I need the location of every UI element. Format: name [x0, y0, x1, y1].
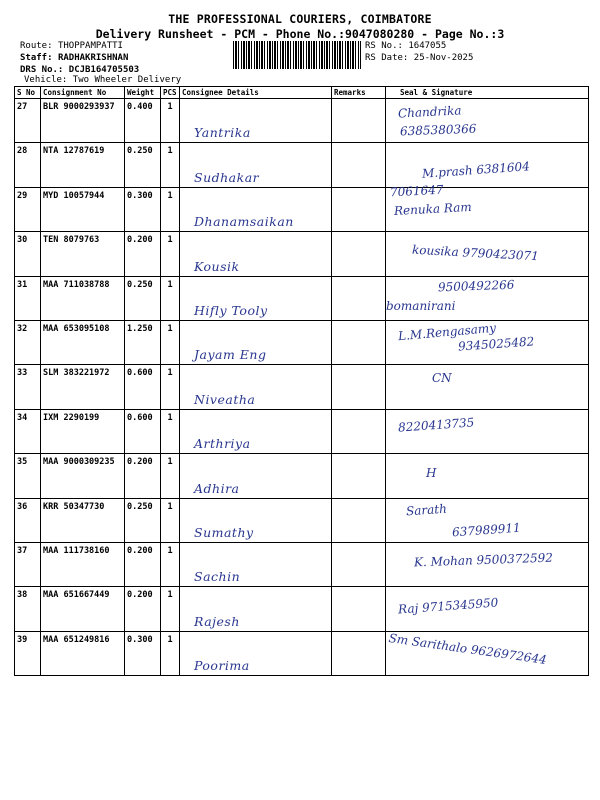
cell-consignment-no: MYD 10057944	[41, 187, 125, 231]
cell-signature	[386, 365, 589, 409]
rs-date-line	[365, 53, 473, 63]
table-row	[15, 232, 589, 276]
consignee-name: Arthriya	[194, 436, 251, 452]
cell-sno: 29	[15, 187, 41, 231]
cell-sno: 34	[15, 409, 41, 453]
consignee-name: Jayam Eng	[194, 347, 267, 363]
cell-pcs: 1	[161, 143, 180, 187]
cell-consignment-no: MAA 653095108	[41, 320, 125, 364]
staff-label: Staff:	[20, 53, 53, 63]
cell-consignee	[180, 232, 332, 276]
vehicle-label: Vehicle:	[24, 75, 68, 85]
table-row	[15, 365, 589, 409]
table-row	[15, 187, 589, 231]
drs-label: DRS No.:	[20, 65, 64, 75]
cell-remarks	[332, 631, 386, 675]
cell-signature	[386, 276, 589, 320]
consignee-name: Adhira	[194, 480, 240, 496]
cell-pcs: 1	[161, 587, 180, 631]
signature-text: kousika 9790423071	[411, 242, 540, 264]
table-row	[15, 143, 589, 187]
cell-sno: 35	[15, 454, 41, 498]
col-header-pcs: PCS	[161, 87, 180, 99]
cell-signature	[386, 542, 589, 586]
table-row	[15, 631, 589, 675]
cell-consignee	[180, 587, 332, 631]
signature-text: bomanirani	[386, 298, 456, 313]
cell-remarks	[332, 320, 386, 364]
cell-consignment-no: TEN 8079763	[41, 232, 125, 276]
cell-pcs: 1	[161, 542, 180, 586]
cell-weight: 0.600	[125, 365, 161, 409]
cell-weight: 0.200	[125, 454, 161, 498]
cell-pcs: 1	[161, 454, 180, 498]
signature-text: Chandrika	[397, 103, 462, 121]
signature-text: K. Mohan 9500372592	[413, 550, 554, 570]
table-row	[15, 99, 589, 143]
cell-consignee	[180, 542, 332, 586]
cell-consignee	[180, 143, 332, 187]
cell-consignment-no: MAA 711038788	[41, 276, 125, 320]
signature-text: Renuka Ram	[393, 199, 473, 218]
cell-weight: 0.400	[125, 99, 161, 143]
cell-signature	[386, 498, 589, 542]
cell-consignee	[180, 365, 332, 409]
rs-date-value: 25-Nov-2025	[413, 53, 474, 63]
signature-text: 637989911	[451, 520, 522, 539]
cell-consignment-no: MAA 651667449	[41, 587, 125, 631]
cell-consignee	[180, 320, 332, 364]
cell-weight: 0.250	[125, 498, 161, 542]
signature-text: 9500492266	[437, 277, 515, 294]
consignee-name: Niveatha	[194, 391, 256, 407]
rs-no-value: 1647055	[408, 41, 447, 51]
cell-remarks	[332, 276, 386, 320]
consignee-name: Rajesh	[194, 613, 240, 629]
cell-consignment-no: NTA 12787619	[41, 143, 125, 187]
cell-remarks	[332, 542, 386, 586]
cell-sno: 36	[15, 498, 41, 542]
cell-pcs: 1	[161, 365, 180, 409]
barcode	[233, 41, 361, 69]
table-row	[15, 587, 589, 631]
rs-no-label: RS No.:	[365, 41, 403, 51]
cell-weight: 0.250	[125, 143, 161, 187]
consignee-name: Dhanamsaikan	[194, 214, 294, 230]
cell-remarks	[332, 454, 386, 498]
staff-line	[20, 53, 128, 63]
cell-signature	[386, 409, 589, 453]
cell-pcs: 1	[161, 409, 180, 453]
rs-date-label: RS Date:	[365, 53, 409, 63]
cell-sno: 38	[15, 587, 41, 631]
cell-remarks	[332, 99, 386, 143]
cell-signature	[386, 232, 589, 276]
cell-sno: 31	[15, 276, 41, 320]
cell-consignment-no: MAA 111738160	[41, 542, 125, 586]
signature-text: 9345025482	[457, 334, 535, 354]
cell-consignee	[180, 187, 332, 231]
cell-sno: 33	[15, 365, 41, 409]
cell-sno: 37	[15, 542, 41, 586]
col-header-remarks: Remarks	[332, 87, 386, 99]
cell-pcs: 1	[161, 187, 180, 231]
cell-consignee	[180, 99, 332, 143]
cell-sno: 39	[15, 631, 41, 675]
table-row	[15, 409, 589, 453]
cell-weight: 0.250	[125, 276, 161, 320]
col-header-consignee: Consignee Details	[180, 87, 332, 99]
consignee-name: Yantrika	[194, 125, 251, 141]
col-header-signature: Seal & Signature	[386, 87, 589, 99]
cell-consignee	[180, 276, 332, 320]
vehicle-line	[24, 75, 181, 85]
cell-sno: 27	[15, 99, 41, 143]
signature-text: 8220413735	[397, 415, 475, 435]
cell-weight: 1.250	[125, 320, 161, 364]
drs-line	[20, 65, 139, 75]
cell-consignee	[180, 498, 332, 542]
cell-pcs: 1	[161, 232, 180, 276]
col-header-weight: Weight	[125, 87, 161, 99]
signature-text: Raj 9715345950	[397, 595, 499, 617]
cell-weight: 0.600	[125, 409, 161, 453]
cell-consignment-no: SLM 383221972	[41, 365, 125, 409]
signature-text: 6385380366	[399, 121, 477, 139]
signature-text: L.M.Rengasamy	[397, 320, 497, 344]
cell-sno: 28	[15, 143, 41, 187]
route-line	[20, 41, 123, 51]
table-row	[15, 320, 589, 364]
cell-pcs: 1	[161, 99, 180, 143]
table-row	[15, 542, 589, 586]
runsheet-table	[14, 86, 589, 676]
cell-signature	[386, 182, 589, 231]
cell-weight: 0.200	[125, 542, 161, 586]
cell-consignee	[180, 454, 332, 498]
cell-remarks	[332, 409, 386, 453]
table-row	[15, 276, 589, 320]
col-header-consignment: Consignment No	[41, 87, 125, 99]
company-title: THE PROFESSIONAL COURIERS, COIMBATORE	[168, 12, 432, 26]
cell-remarks	[332, 498, 386, 542]
cell-weight: 0.300	[125, 631, 161, 675]
consignee-name: Sumathy	[194, 524, 254, 540]
cell-signature	[386, 454, 589, 498]
signature-text: H	[426, 466, 437, 481]
signature-text: CN	[432, 371, 452, 386]
cell-signature	[386, 320, 589, 364]
cell-signature	[386, 587, 589, 631]
staff-value: RADHAKRISHNAN	[57, 53, 129, 63]
cell-sno: 30	[15, 232, 41, 276]
cell-signature	[386, 143, 589, 187]
cell-remarks	[332, 232, 386, 276]
consignee-name: Kousik	[194, 258, 240, 274]
table-row	[15, 454, 589, 498]
consignee-name: Sachin	[194, 569, 241, 585]
cell-weight: 0.300	[125, 187, 161, 231]
cell-pcs: 1	[161, 498, 180, 542]
col-header-sno: S No	[15, 87, 41, 99]
cell-signature	[386, 99, 589, 143]
cell-weight: 0.200	[125, 232, 161, 276]
runsheet-title: Delivery Runsheet - PCM - Phone No.:9047080280 - Page No.:3	[95, 27, 505, 41]
cell-pcs: 1	[161, 320, 180, 364]
signature-text: 7061647	[389, 182, 444, 200]
cell-remarks	[332, 365, 386, 409]
route-value: THOPPAMPATTI	[57, 41, 123, 51]
cell-remarks	[332, 143, 386, 187]
signature-text: Sm Sarithalo 9626972644	[387, 630, 548, 667]
vehicle-value: Two Wheeler Delivery	[72, 75, 182, 85]
drs-value: DCJB164705503	[68, 65, 140, 75]
cell-consignment-no: MAA 651249816	[41, 631, 125, 675]
table-row	[15, 498, 589, 542]
cell-signature	[386, 631, 589, 675]
cell-consignee	[180, 631, 332, 675]
signature-text: Sarath	[405, 501, 448, 518]
cell-sno: 32	[15, 320, 41, 364]
consignee-name: Sudhakar	[194, 169, 260, 185]
table-header-row	[15, 87, 589, 99]
cell-pcs: 1	[161, 631, 180, 675]
consignee-name: Hifly Tooly	[194, 302, 268, 318]
signature-text: M.prash 6381604	[421, 159, 531, 182]
rs-no-line	[365, 41, 446, 51]
cell-remarks	[332, 587, 386, 631]
cell-consignment-no: KRR 50347730	[41, 498, 125, 542]
cell-consignee	[180, 409, 332, 453]
route-label: Route:	[20, 41, 53, 51]
cell-consignment-no: BLR 9000293937	[41, 99, 125, 143]
cell-consignment-no: MAA 9000309235	[41, 454, 125, 498]
cell-pcs: 1	[161, 276, 180, 320]
cell-consignment-no: IXM 2290199	[41, 409, 125, 453]
cell-remarks	[332, 187, 386, 231]
consignee-name: Poorima	[194, 658, 250, 674]
cell-weight: 0.200	[125, 587, 161, 631]
